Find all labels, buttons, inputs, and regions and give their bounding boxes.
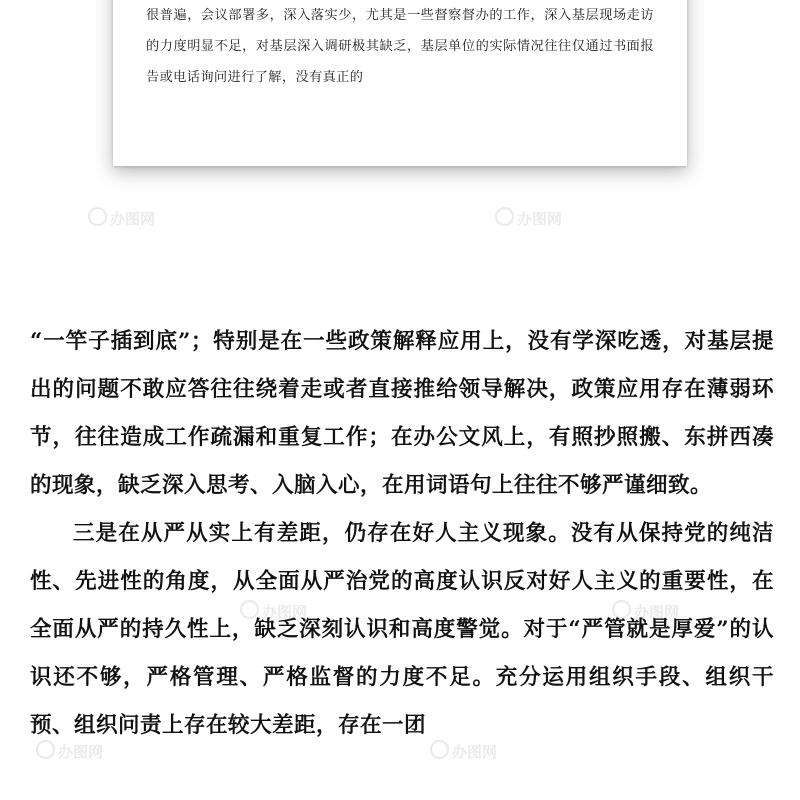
- watermark-ring-icon: [495, 207, 514, 226]
- watermark-label: 办图网: [452, 743, 498, 761]
- document-preview-card: [113, 0, 687, 166]
- watermark-label: 办图网: [634, 603, 680, 621]
- watermark-ring-icon: [88, 207, 107, 226]
- watermark-label: 办图网: [262, 603, 308, 621]
- preview-paragraph: 很普遍，会议部署多，深入落实少，尤其是一些督察督办的工作，深入基层现场走访的力度明显不足，对基层深入调研极其缺乏，基层单位的实际情况往往仅通过书面报告或电话询问进行了解，没有真正的: [146, 8, 654, 85]
- watermark-label: 办图网: [110, 210, 156, 228]
- watermark-label: 办图网: [517, 210, 563, 228]
- watermark: [88, 207, 155, 229]
- body-paragraph-2: 三是在从严从实上有差距，仍存在好人主义现象。没有从保持党的纯洁性、先进性的角度，从全面从严治党的高度认识反对好人主义的重要性，在全面从严的持久性上，缺乏深刻认识和高度警觉。对于“严管就是厚爱”的认识还不够，严格管理、严格监督的力度不足。充分运用组织手段、组织干预、组织问责上存在较大差距，存在一团: [30, 521, 774, 738]
- watermark-label: 办图网: [58, 743, 104, 761]
- document-body: [30, 318, 774, 750]
- watermark: [495, 207, 562, 229]
- body-paragraph-1: “一竿子插到底”；特别是在一些政策解释应用上，没有学深吃透，对基层提出的问题不敢应答往往绕着走或者直接推给领导解决，政策应用存在薄弱环节，往往造成工作疏漏和重复工作；在办公文风上，有照抄照搬、东拼西凑的现象，缺乏深入思考、入脑入心，在用词语句上往往不够严谨细致。: [30, 329, 774, 498]
